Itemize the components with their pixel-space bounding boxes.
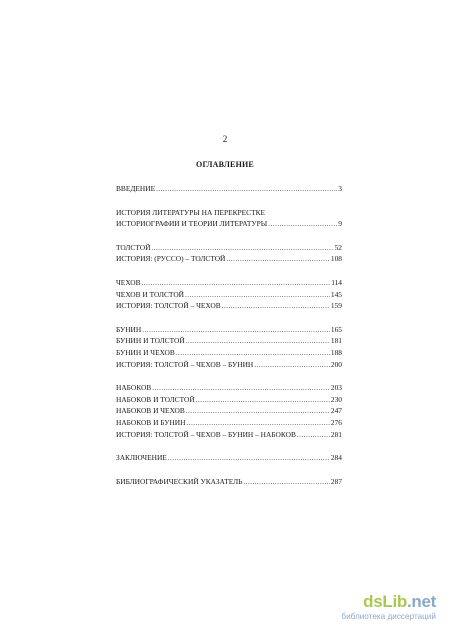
toc-entry[interactable] <box>116 417 342 429</box>
toc-entry-label: НАБОКОВ И БУНИН <box>116 417 186 427</box>
toc-entry[interactable] <box>116 324 342 336</box>
toc-entry-page: 188 <box>330 347 342 357</box>
toc-entry-page: 159 <box>330 301 342 311</box>
toc-entry[interactable] <box>116 183 342 195</box>
toc-entry-label: НАБОКОВ <box>116 383 152 393</box>
dot-leader <box>222 300 330 312</box>
dot-leader <box>297 429 330 441</box>
toc-entry[interactable] <box>116 429 342 441</box>
toc-entry[interactable] <box>116 242 342 254</box>
toc-title: ОГЛАВЛЕНИЕ <box>196 160 254 169</box>
toc-entry-page: 200 <box>330 359 342 369</box>
dot-leader <box>243 476 330 488</box>
toc-entry-label: БИБЛИОГРАФИЧЕСКИЙ УКАЗАТЕЛЬ <box>116 476 243 486</box>
toc-entry-page: 114 <box>331 277 342 287</box>
watermark-brand-suffix: .net <box>406 592 436 611</box>
toc-entry[interactable] <box>116 207 342 219</box>
toc-group <box>116 183 342 195</box>
dot-leader <box>142 277 331 289</box>
toc-entry[interactable] <box>116 253 342 265</box>
dot-leader <box>196 394 330 406</box>
toc-entry-page: 181 <box>330 336 342 346</box>
toc-entry-label: ЧЕХОВ <box>116 277 141 287</box>
toc-entry[interactable] <box>116 218 342 230</box>
dot-leader <box>186 335 330 347</box>
dot-leader <box>176 347 330 359</box>
toc-group <box>116 207 342 230</box>
toc-entry-label: НАБОКОВ И ЧЕХОВ <box>116 406 185 416</box>
toc-entry-label: ЗАКЛЮЧЕНИЕ <box>116 453 167 463</box>
dot-leader <box>254 359 330 371</box>
toc-entry[interactable] <box>116 452 342 464</box>
toc-entry-label: ЧЕХОВ И ТОЛСТОЙ <box>116 289 184 299</box>
toc-group <box>116 452 342 464</box>
toc-entry-label: НАБОКОВ И ТОЛСТОЙ <box>116 394 195 404</box>
dot-leader <box>186 405 330 417</box>
toc-entry[interactable] <box>116 277 342 289</box>
toc-entry-page: 145 <box>330 289 342 299</box>
watermark-brand-name: dsLib <box>363 592 407 611</box>
toc-group <box>116 324 342 370</box>
toc-group <box>116 476 342 488</box>
toc-entry-label: ИСТОРИОГРАФИИ И ТЕОРИИ ЛИТЕРАТУРЫ <box>116 219 268 229</box>
toc-group <box>116 277 342 312</box>
toc-entry[interactable] <box>116 300 342 312</box>
toc-group <box>116 242 342 265</box>
toc-entry-label: БУНИН И ТОЛСТОЙ <box>116 336 185 346</box>
toc-entry-page: 3 <box>338 184 342 193</box>
toc-entry-page: 276 <box>330 417 342 427</box>
toc-group <box>116 382 342 440</box>
toc-entry-page: 287 <box>330 476 342 486</box>
table-of-contents <box>116 183 342 499</box>
dot-leader <box>168 452 330 464</box>
toc-entry-label: ТОЛСТОЙ <box>116 242 151 252</box>
toc-entry[interactable] <box>116 405 342 417</box>
dot-leader <box>156 183 337 195</box>
toc-entry-page: 165 <box>330 324 342 334</box>
toc-entry[interactable] <box>116 359 342 371</box>
dot-leader <box>186 417 329 429</box>
page-number: 2 <box>222 134 228 144</box>
toc-entry[interactable] <box>116 335 342 347</box>
watermark-subtitle: библиотека диссертаций <box>341 612 436 621</box>
toc-entry-page: 108 <box>330 254 342 264</box>
dslib-watermark-logo[interactable] <box>340 592 436 624</box>
dot-leader <box>152 382 330 394</box>
toc-entry[interactable] <box>116 394 342 406</box>
toc-entry[interactable] <box>116 382 342 394</box>
toc-entry-page: 284 <box>330 453 342 463</box>
toc-entry-page: 52 <box>334 242 342 252</box>
toc-entry-page: 230 <box>330 394 342 404</box>
toc-entry-label: ИСТОРИЯ: ТОЛСТОЙ – ЧЕХОВ – БУНИН <box>116 359 254 369</box>
toc-entry-label: БУНИН <box>116 324 142 334</box>
toc-entry[interactable] <box>116 476 342 488</box>
toc-entry-page: 9 <box>338 219 342 229</box>
dot-leader <box>185 289 330 301</box>
dot-leader <box>151 242 333 254</box>
toc-entry-label: ИСТОРИЯ: (РУССО) – ТОЛСТОЙ <box>116 254 226 264</box>
dot-leader <box>226 253 330 265</box>
toc-entry-label: ИСТОРИЯ: ТОЛСТОЙ – ЧЕХОВ <box>116 301 221 311</box>
toc-entry-label: ИСТОРИЯ ЛИТЕРАТУРЫ НА ПЕРЕКРЕСТКЕ <box>116 207 266 217</box>
toc-entry[interactable] <box>116 289 342 301</box>
toc-entry-label: ИСТОРИЯ: ТОЛСТОЙ – ЧЕХОВ – БУНИН – НАБОКОВ <box>116 429 296 439</box>
toc-entry-page: 247 <box>330 406 342 416</box>
toc-entry-label: БУНИН И ЧЕХОВ <box>116 347 175 357</box>
dot-leader <box>142 324 330 336</box>
toc-entry-page: 281 <box>330 429 342 439</box>
watermark-brand <box>363 592 436 612</box>
toc-entry-label: ВВЕДЕНИЕ <box>116 184 156 193</box>
toc-entry-page: 203 <box>330 383 342 393</box>
dot-leader <box>268 218 337 230</box>
toc-entry[interactable] <box>116 347 342 359</box>
